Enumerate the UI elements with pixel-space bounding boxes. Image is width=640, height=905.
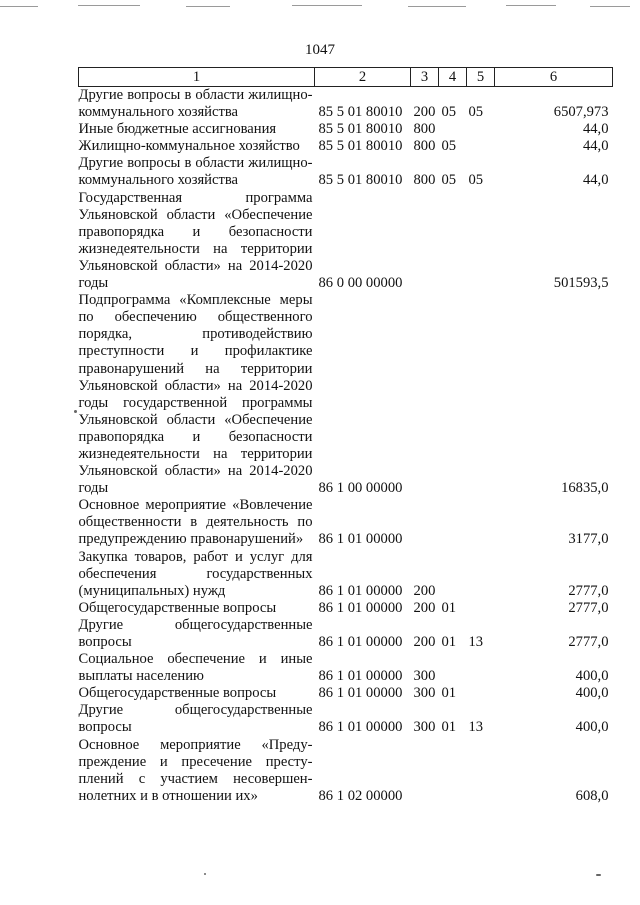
- row-amount-cell: 400,0: [575, 668, 609, 685]
- row-amount-cell: 6507,973: [553, 104, 609, 121]
- column-header-2: 2: [315, 68, 411, 87]
- row-col3-cell: [411, 497, 439, 548]
- row-col3-cell: 800: [413, 121, 436, 138]
- row-col4-cell: [439, 549, 467, 600]
- row-col4-cell: 01: [441, 634, 457, 650]
- row-amount-cell: 44,0: [582, 138, 609, 155]
- scan-edge-mark: [292, 5, 362, 6]
- table-row: [79, 549, 613, 600]
- row-col5-cell: [467, 121, 495, 138]
- row-col3-cell: [411, 190, 439, 293]
- table-row: [79, 651, 613, 685]
- row-col4-cell: [439, 737, 467, 805]
- row-col3-cell: 800: [413, 172, 436, 189]
- table-row: [79, 292, 613, 497]
- row-col5-cell: 13: [468, 634, 484, 650]
- scan-edge-mark: [186, 6, 230, 7]
- row-col4-cell: 05: [441, 104, 457, 121]
- row-col5-cell: [467, 138, 495, 155]
- row-amount-cell: 2777,0: [568, 634, 609, 650]
- row-col4-cell: [439, 497, 467, 548]
- row-code-cell: 86 1 01 00000: [318, 685, 403, 702]
- table-body: [79, 87, 613, 805]
- column-header-6: 6: [495, 68, 613, 87]
- row-code-cell: 85 5 01 80010: [318, 121, 403, 138]
- row-name-cell: Основное мероприятие «Предупреждение и пресечение преступлений с участием несовершеннолетних и в отношении их»: [78, 736, 313, 804]
- table-row: [79, 121, 613, 138]
- row-code-cell: 86 1 02 00000: [318, 787, 403, 804]
- row-amount-cell: 608,0: [575, 787, 609, 804]
- row-amount-cell: 400,0: [575, 685, 609, 702]
- row-name-cell: Общегосударственные вопросы: [78, 599, 277, 616]
- row-amount-cell: 44,0: [582, 121, 609, 138]
- row-code-cell: 86 1 01 00000: [318, 531, 403, 548]
- column-header-4: 4: [439, 68, 467, 87]
- row-col5-cell: [467, 685, 495, 702]
- row-col4-cell: [439, 651, 467, 685]
- row-code-cell: 86 1 00 00000: [318, 480, 403, 497]
- row-col5-cell: [467, 600, 495, 617]
- scan-edge-mark: [408, 6, 466, 7]
- page-number: 1047: [305, 42, 335, 58]
- row-code-cell: 85 5 01 80010: [318, 138, 403, 155]
- row-amount-cell: 501593,5: [553, 275, 609, 292]
- row-amount-cell: 3177,0: [568, 531, 609, 548]
- row-amount-cell: 400,0: [575, 719, 609, 736]
- row-col5-cell: [467, 497, 495, 548]
- row-col4-cell: 01: [441, 685, 457, 702]
- row-col3-cell: 300: [413, 668, 436, 685]
- row-col5-cell: [467, 737, 495, 805]
- row-code-cell: 86 1 01 00000: [318, 668, 403, 685]
- table-row: [79, 600, 613, 617]
- table-row: [79, 138, 613, 155]
- row-col4-cell: 05: [441, 172, 457, 189]
- row-col3-cell: [411, 737, 439, 805]
- row-code-cell: 86 1 01 00000: [318, 634, 403, 650]
- row-name-cell: Иные бюджетные ассигнования: [78, 121, 277, 138]
- column-header-1: 1: [79, 68, 315, 87]
- row-amount-cell: 2777,0: [568, 599, 609, 616]
- row-col5-cell: [467, 549, 495, 600]
- budget-table: [78, 67, 613, 805]
- row-col5-cell: [467, 651, 495, 685]
- scan-edge-mark: [590, 6, 630, 7]
- row-col5-cell: 13: [468, 719, 484, 736]
- row-col3-cell: 800: [413, 138, 436, 155]
- table-row: [79, 190, 613, 293]
- table-row: [79, 617, 613, 651]
- row-name-cell: Основное мероприятие «Вовлечение общественности в деятельность по предупреждению правонарушений»: [78, 497, 313, 548]
- row-name-cell: Закупка товаров, работ и услуг для обеспечения государственных (муниципальных) нужд: [78, 548, 313, 599]
- scan-speck: [74, 410, 77, 413]
- table-row: [79, 702, 613, 736]
- row-col4-cell: 05: [441, 138, 457, 155]
- row-col3-cell: 200: [413, 599, 436, 616]
- scan-edge-mark: [506, 5, 556, 6]
- row-col4-cell: [439, 121, 467, 138]
- row-name-cell: Жилищно-коммунальное хозяйство: [78, 138, 300, 155]
- row-col5-cell: [467, 292, 495, 497]
- row-code-cell: 85 5 01 80010: [318, 104, 403, 121]
- table-row: [79, 497, 613, 548]
- row-col3-cell: 300: [413, 685, 436, 702]
- column-header-5: 5: [467, 68, 495, 87]
- row-col3-cell: [411, 292, 439, 497]
- row-name-cell: Общегосударственные вопросы: [78, 685, 277, 702]
- column-header-3: 3: [411, 68, 439, 87]
- row-col5-cell: 05: [468, 172, 484, 189]
- row-col3-cell: 200: [413, 582, 436, 599]
- table-row: [79, 737, 613, 805]
- row-name-cell: Государственная программа Ульяновской области «Обеспечение правопорядка и безопасности жизнедеятельности на территории Ульяновской области» на 2014-2020 годы: [78, 189, 313, 292]
- row-amount-cell: 2777,0: [568, 582, 609, 599]
- row-col4-cell: [439, 190, 467, 293]
- row-name-cell: Другие общегосударственные вопросы: [78, 616, 313, 650]
- scan-edge-mark: [0, 6, 38, 7]
- row-col3-cell: 300: [413, 719, 436, 736]
- table-header: [79, 68, 613, 87]
- header-row: [79, 68, 613, 87]
- row-col3-cell: 200: [413, 634, 436, 650]
- row-col3-cell: 200: [413, 104, 436, 121]
- row-amount-cell: 44,0: [582, 172, 609, 189]
- scan-edge-mark: [78, 5, 140, 6]
- table-row: [79, 155, 613, 189]
- row-amount-cell: 16835,0: [561, 480, 609, 497]
- row-name-cell: Подпрограмма «Комплексные меры по обеспечению общественного порядка, противодействию преступности и профилактике правонарушений на территории Ульяновской области» на 2014-2020 годы государственной программы Ульяновской области «Обеспечение правопорядка и безопасности жизнедеятельности на территории Ульяновской области» на 2014-2020 годы: [78, 292, 313, 497]
- row-name-cell: Социальное обеспечение и иные выплаты населению: [78, 651, 313, 685]
- scan-speck: [204, 873, 206, 875]
- row-col4-cell: [439, 292, 467, 497]
- row-code-cell: 86 1 01 00000: [318, 719, 403, 736]
- row-code-cell: 86 1 01 00000: [318, 582, 403, 599]
- table-row: [79, 87, 613, 122]
- table-row: [79, 685, 613, 702]
- row-code-cell: 86 1 01 00000: [318, 599, 403, 616]
- row-name-cell: Другие вопросы в области жилищно-коммунального хозяйства: [78, 87, 313, 121]
- row-col4-cell: 01: [441, 719, 457, 736]
- row-name-cell: Другие общегосударственные вопросы: [78, 702, 313, 736]
- row-code-cell: 86 0 00 00000: [318, 275, 403, 292]
- row-col5-cell: 05: [468, 104, 484, 121]
- scan-speck: [596, 874, 601, 876]
- row-col5-cell: [467, 190, 495, 293]
- row-code-cell: 85 5 01 80010: [318, 172, 403, 189]
- row-col4-cell: 01: [441, 599, 457, 616]
- row-name-cell: Другие вопросы в области жилищно-коммунального хозяйства: [78, 155, 313, 189]
